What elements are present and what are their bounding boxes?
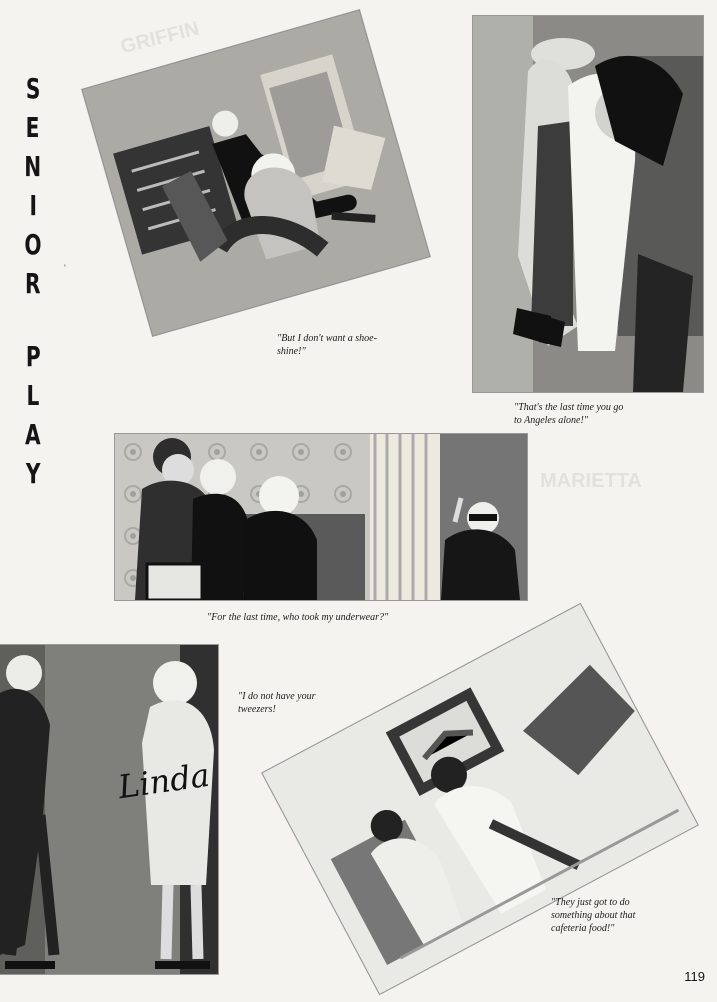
shoe-shine-photo-illustration (82, 10, 429, 335)
cafeteria-photo (262, 604, 697, 994)
small-page-mark: ' (64, 263, 66, 273)
senior-play-vertical-title (20, 72, 46, 499)
shoe-shine-caption: "But I don't want a shoe- shine!" (277, 333, 377, 357)
title-letter-a: A (25, 418, 41, 451)
linda-signature: Linda (115, 755, 212, 807)
title-letter-r: R (25, 267, 41, 300)
angeles-photo (473, 16, 703, 392)
tweezers-caption: "I do not have your tweezers! (238, 691, 316, 715)
show-through-text-middle: MARIETTA (540, 470, 642, 492)
underwear-photo-illustration (115, 434, 527, 600)
underwear-caption: "For the last time, who took my underwear?" (207, 612, 389, 623)
title-letter-i: I (29, 189, 37, 222)
title-letter-s: S (25, 72, 41, 105)
title-letter-n: N (24, 150, 42, 183)
title-letter-l: L (26, 379, 40, 412)
angeles-photo-illustration (473, 16, 703, 392)
title-letter-y: Y (25, 457, 41, 490)
angeles-caption: "That's the last time you go to Angeles alone!" (514, 402, 624, 426)
shoe-shine-photo (82, 10, 429, 335)
show-through-text-top: GRIFFIN (118, 17, 202, 59)
cafeteria-caption: "They just got to do something about that cafeteria food!" (551, 897, 636, 934)
title-letter-p: P (25, 340, 41, 373)
tweezers-photo (0, 645, 218, 974)
title-letter-e: E (26, 111, 40, 144)
underwear-photo (115, 434, 527, 600)
tweezers-photo-illustration (0, 645, 218, 974)
page-number: 119 (684, 969, 705, 984)
title-letter-o: O (24, 228, 42, 261)
cafeteria-photo-illustration (262, 604, 697, 994)
